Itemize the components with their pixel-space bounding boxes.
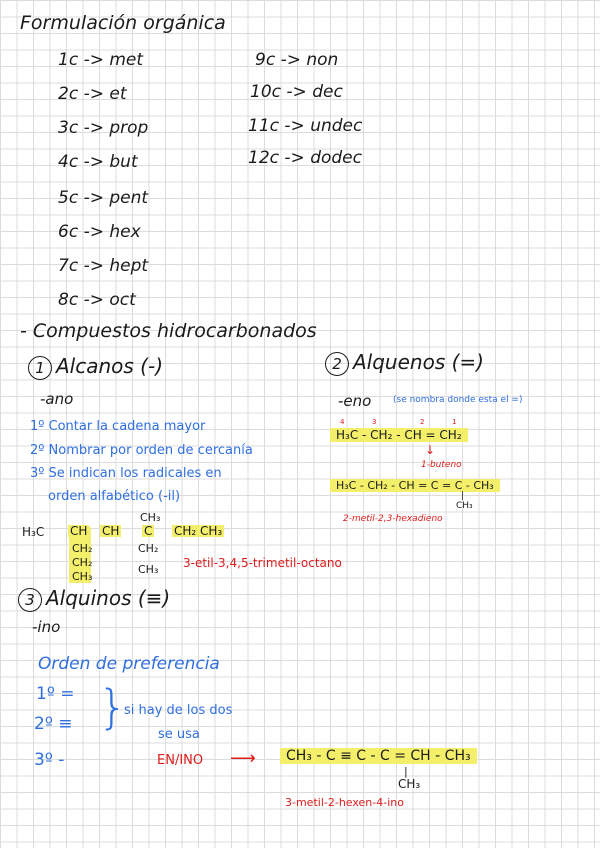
compound-name: 2-metil-2,3-hexadieno — [343, 514, 443, 524]
preference-item: 1º = — [36, 684, 75, 704]
alquenos-note: (se nombra donde esta el =) — [393, 395, 523, 405]
preference-note: se usa — [158, 727, 200, 742]
number-badge: 1 — [28, 356, 52, 380]
section-title: - Compuestos hidrocarbonados — [20, 320, 317, 342]
carbon: C — [144, 524, 153, 538]
branch: CH₃ — [138, 563, 159, 576]
carbon: CH₂ CH₃ — [174, 524, 223, 538]
preference-item: 3º - — [34, 750, 65, 770]
alquenos-suffix: -eno — [338, 392, 372, 410]
branch: CH₂ — [72, 542, 93, 555]
carbon-number: 4 — [340, 418, 345, 426]
page-title: Formulación orgánica — [20, 12, 226, 34]
carbon: CH — [102, 524, 120, 538]
compound-name: 3-etil-3,4,5-trimetil-octano — [183, 556, 342, 570]
preference-item: 2º ≡ — [34, 714, 73, 734]
carbon-number: 2 — [420, 418, 425, 426]
branch: CH₃ — [72, 570, 93, 583]
carbon-number: 3 — [372, 418, 377, 426]
prefix-row: 2c -> et — [58, 84, 127, 104]
branch: CH₃ — [140, 511, 161, 524]
prefix-row: 1c -> met — [58, 50, 144, 70]
carbon: H₃C — [22, 525, 45, 539]
branch: CH₂ — [138, 542, 159, 555]
compound-name: 3-metil-2-hexen-4-ino — [285, 796, 404, 809]
carbon-number: 1 — [452, 418, 457, 426]
prefix-row: 8c -> oct — [58, 290, 136, 310]
en-ino-label: EN/INO — [157, 753, 204, 768]
prefix-row: 12c -> dodec — [248, 148, 362, 168]
formula: CH₃ - C ≡ C - C = CH - CH₃ — [280, 748, 477, 764]
rule-line: orden alfabético (-il) — [48, 489, 181, 504]
formula: H₃C - CH₂ - CH = C = C - CH₃ — [330, 479, 500, 492]
brace-icon: } — [98, 680, 128, 734]
branch: CH₂ — [72, 556, 93, 569]
alquinos-heading: 3 Alquinos (≡) — [18, 588, 170, 612]
rule-line: 1º Contar la cadena mayor — [30, 419, 206, 434]
prefix-row: 11c -> undec — [248, 116, 363, 136]
prefix-row: 10c -> dec — [250, 82, 343, 102]
prefix-row: 6c -> hex — [58, 222, 141, 242]
alquenos-heading: 2 Alquenos (=) — [325, 352, 484, 376]
carbon: CH — [70, 524, 88, 538]
alcanos-suffix: -ano — [40, 390, 74, 408]
preference-note: si hay de los dos — [124, 703, 233, 718]
formula: H₃C - CH₂ - CH = CH₂ — [330, 428, 468, 442]
rule-line: 3º Se indican los radicales en — [30, 466, 222, 481]
alcanos-heading: 1 Alcanos (-) — [28, 356, 163, 380]
arrow-down-icon: ↓ — [425, 443, 436, 457]
prefix-row: 7c -> hept — [58, 256, 149, 276]
prefix-row: 3c -> prop — [58, 118, 149, 138]
prefix-row: 4c -> but — [58, 152, 138, 172]
branch: CH₃ — [398, 777, 421, 791]
rule-line: 2º Nombrar por orden de cercanía — [30, 443, 253, 458]
number-badge: 3 — [18, 588, 42, 612]
compound-name: 1-buteno — [421, 460, 462, 470]
prefix-row: 9c -> non — [255, 50, 339, 70]
number-badge: 2 — [325, 352, 349, 376]
prefix-row: 5c -> pent — [58, 188, 149, 208]
bond-line: | — [461, 491, 465, 501]
preference-title: Orden de preferencia — [38, 654, 220, 674]
alquinos-suffix: -ino — [32, 618, 61, 636]
branch: CH₃ — [456, 501, 473, 511]
bond-line: | — [404, 765, 408, 778]
arrow-right-icon: ⟶ — [230, 748, 256, 769]
